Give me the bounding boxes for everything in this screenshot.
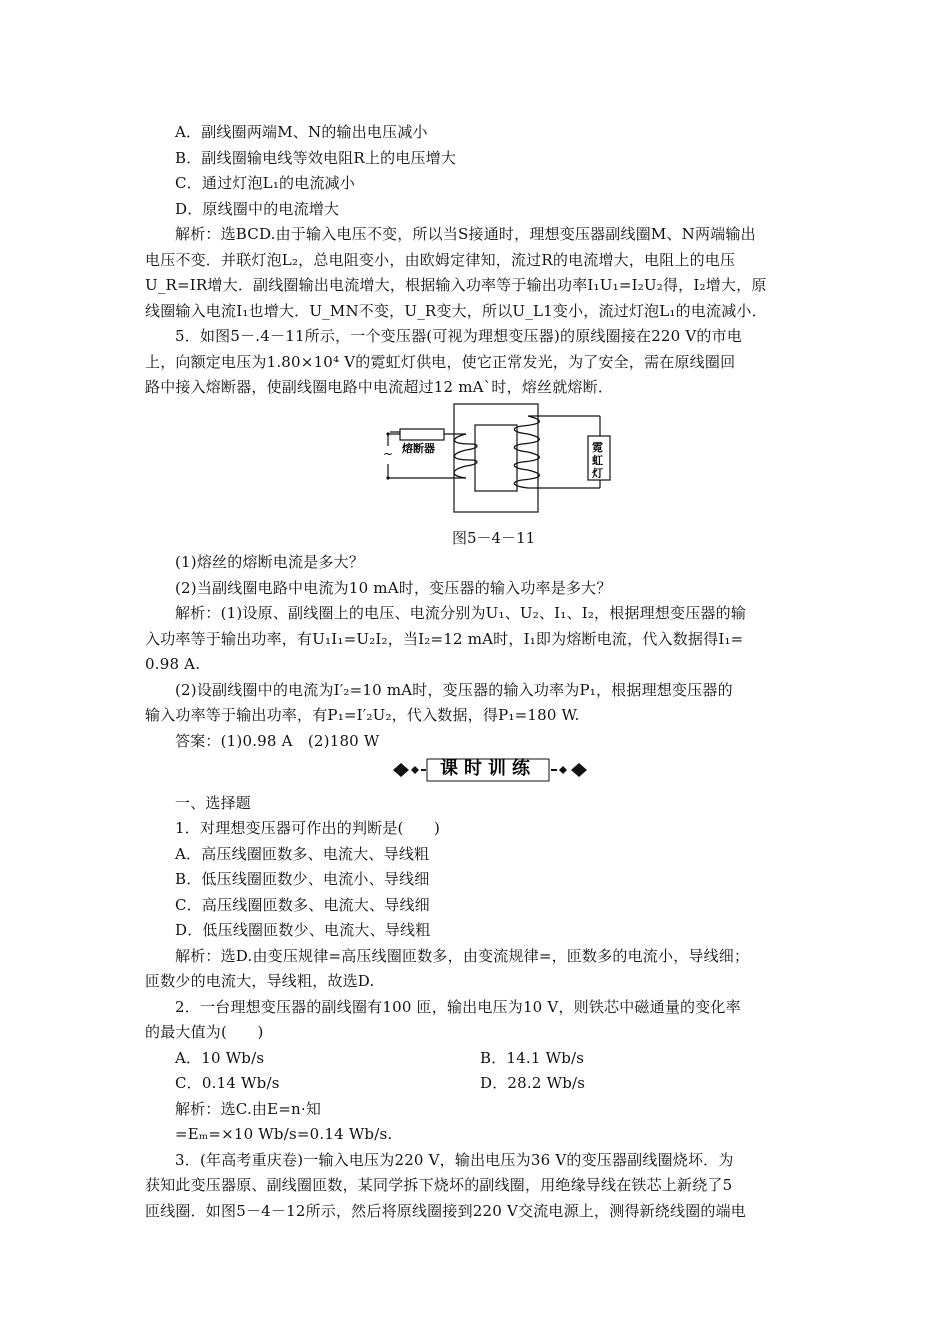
question-5-line: 5．如图5－.4－11所示，一个变压器(可视为理想变压器)的原线圈接在220 V的市电: [175, 327, 743, 345]
question-3: 获知此变压器原、副线圈匝数，某同学拆下烧坏的副线圈，用绝缘导线在铁芯上新绕了5: [145, 1176, 733, 1194]
analysis-line: 输入功率等于输出功率，有P₁=I′₂U₂，代入数据，得P₁=180 W.: [145, 706, 580, 724]
sub-question: (1)熔丝的熔断电流是多大？: [175, 553, 365, 571]
analysis-line: 入功率等于输出功率，有U₁I₁=U₂I₂，当I₂=12 mA时，I₁即为熔断电流，代入数据得I₁=: [145, 630, 744, 648]
lamp-label: 霓: [592, 441, 603, 454]
fuse: [400, 429, 444, 440]
option-c: C．通过灯泡L₁的电流减小: [175, 174, 356, 192]
analysis-line: (2)设副线圈中的电流为I′₂=10 mA时，变压器的输入功率为P₁，根据理想变压器的: [175, 681, 733, 699]
option-d: D．低压线圈匝数少、电流大、导线粗: [175, 921, 431, 939]
core-outer: [454, 404, 538, 512]
option-b: B．副线圈输电线等效电阻R上的电压增大: [175, 149, 457, 167]
option-d: D．原线圈中的电流增大: [175, 200, 340, 218]
answer-line: 答案：(1)0.98 A (2)180 W: [175, 732, 380, 750]
question-5-line: 上，向额定电压为1.80×10⁴ V的霓虹灯供电，使它正常发光，为了安全，需在原线圈回: [145, 353, 736, 371]
option-c: C．高压线圈匝数多、电流大、导线细: [175, 896, 430, 914]
question-2: 的最大值为( ): [145, 1023, 264, 1041]
analysis-line: 解析：(1)设原、副线圈上的电压、电流分别为U₁、U₂、I₁、I₂，根据理想变压器的输: [175, 604, 747, 622]
section-heading: 一、选择题: [175, 794, 252, 812]
question-5-line: 路中接入熔断器，使副线圈电路中电流超过12 mA`时，熔丝就熔断．: [145, 378, 614, 396]
analysis-line: 解析：选D.由变压规律=高压线圈匝数多，由变流规律=，匝数多的电流小，导线细；: [175, 947, 750, 965]
question-3: 匝线圈．如图5－4－12所示，然后将原线圈接到220 V交流电源上，测得新绕线圈的端电: [145, 1202, 747, 1220]
option-a: A．高压线圈匝数多、电流大、导线粗: [175, 845, 430, 863]
ac-source-symbol: ~: [383, 447, 394, 461]
transformer-circuit-figure: [378, 402, 613, 514]
lamp-label: 灯: [592, 467, 603, 480]
q2-option-d: D．28.2 Wb/s: [480, 1074, 586, 1092]
sub-question: (2)当副线圈电路中电流为10 mA时，变压器的输入功率是多大？: [175, 579, 612, 597]
analysis-line: 电压不变．并联灯泡L₂，总电阻变小，由欧姆定律知，流过R的电流增大，电阻上的电压: [145, 251, 736, 269]
analysis-line: 解析：选BCD.由于输入电压不变，所以当S接通时，理想变压器副线圈M、N两端输出: [175, 225, 756, 243]
option-a: A．副线圈两端M、N的输出电压减小: [175, 123, 428, 141]
section-title: 课时训练: [440, 758, 536, 779]
q2-option-b: B．14.1 Wb/s: [480, 1049, 585, 1067]
figure-caption: 图5－4－11: [452, 529, 536, 547]
analysis-line: =Eₘ=×10 Wb/s=0.14 Wb/s.: [175, 1125, 393, 1143]
analysis-line: 解析：选C.由E=n·知: [175, 1100, 322, 1118]
fuse-label: 熔断器: [402, 442, 435, 455]
q2-option-c: C．0.14 Wb/s: [175, 1074, 280, 1092]
q2-option-a: A．10 Wb/s: [175, 1049, 265, 1067]
question-1: 1．对理想变压器可作出的判断是( ): [175, 819, 441, 837]
option-b: B．低压线圈匝数少、电流小、导线细: [175, 870, 430, 888]
secondary-coil: [514, 416, 539, 488]
lamp-label: 虹: [592, 454, 603, 467]
analysis-line: 0.98 A.: [145, 655, 201, 673]
analysis-line: 匝数少的电流大，导线粗，故选D.: [145, 972, 375, 990]
core-window: [475, 425, 517, 491]
primary-coil: [454, 434, 477, 478]
question-3: 3．(年高考重庆卷)一输入电压为220 V，输出电压为36 V的变压器副线圈烧坏．为: [175, 1151, 734, 1169]
question-2: 2．一台理想变压器的副线圈有100 匝，输出电压为10 V，则铁芯中磁通量的变化率: [175, 998, 741, 1016]
analysis-line: U_R=IR增大．副线圈输出电流增大，根据输入功率等于输出功率I₁U₁=I₂U₂得，I₂增大，原: [145, 276, 767, 294]
analysis-line: 线圈输入电流I₁也增大．U_MN不变，U_R变大，所以U_L1变小，流过灯泡L₁的电流减小．: [145, 302, 767, 320]
